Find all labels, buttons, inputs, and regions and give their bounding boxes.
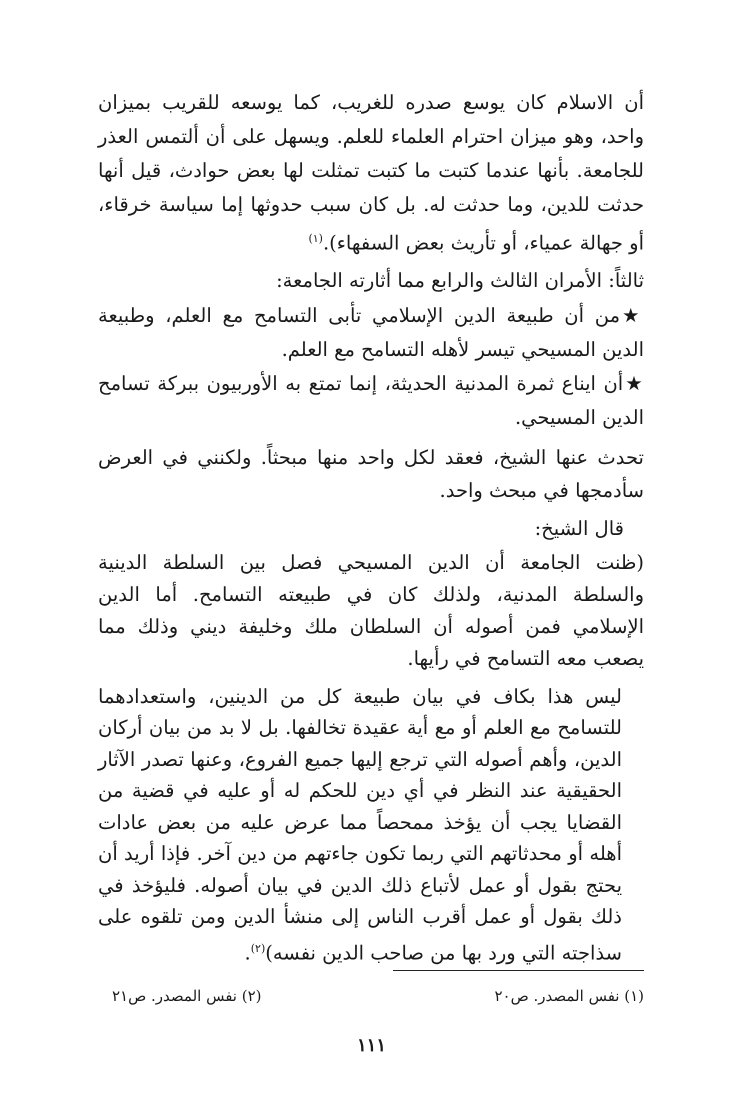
quote-text: أن الاسلام كان يوسع صدره للغريب، كما يوسعه للقريب بميزان واحد، وهو ميزان احترام العلماء للعلم. ويسهل على أن ألتمس العذر للجامعة. بأنها عندما كتبت ما كتبت تمثلت لها بعض حوادث، قيل أنها حدثت للدين، وما حدثت له. بل كان سبب حدوثها إما سياسة خرقاء، أو جهالة عمياء، أو تأريث بعض السفهاء). (98, 91, 644, 255)
footnote-ref-2: (٢) (250, 941, 266, 955)
footnote-1: (١) نفس المصدر. ص٢٠ (494, 987, 644, 1005)
star-icon: ★ (622, 303, 645, 327)
bullet-item-1 (98, 299, 644, 367)
paragraph-text: ليس هذا بكاف في بيان طبيعة كل من الدينين، واستعدادهما للتسامح مع العلم أو مع أية عقيدة تخالفها. بل لا بد من بيان أركان الدين، وأهم أصوله التي ترجع إليها جميع الفروع، وعنها تصدر الآثار الحقيقية عند النظر في أي دين للحكم له أو عليه في قضية من القضايا يجب أن يؤخذ ممحصاً مما عرض عليه من بعض عادات أهله أو محدثاتهم التي ربما تكون جاءتهم من دين آخر. فإذا أريد أن يحتج بقول أو عمل لأتباع ذلك الدين في بيان أصوله. فليؤخذ في ذلك بقول أو عمل أقرب الناس إلى منشأ الدين ومن تلقوه على سذاجته التي ورد بها من صاحب الدين نفسه) (98, 684, 622, 964)
page-body (98, 86, 644, 969)
bullet-text-1: من أن طبيعة الدين الإسلامي تأبى التسامح مع العلم، وطبيعة الدين المسيحي تيسر لأهله التسامح مع العلم. (98, 303, 644, 361)
sheikh-quote: (ظنت الجامعة أن الدين المسيحي فصل بين السلطة الدينية والسلطة المدنية، ولذلك كان في طبيعته التسامح. أما الدين الإسلامي فمن أصوله أن السلطان ملك وخليفة ديني وذلك مما يصعب معه التسامح في رأيها. (98, 550, 644, 670)
bullet-item-2 (98, 367, 644, 435)
footnote-ref-1: (١) (308, 232, 323, 245)
footnotes (98, 982, 644, 1012)
footnote-2: (٢) نفس المصدر. ص٢١ (112, 987, 262, 1005)
intro-paragraph: تحدث عنها الشيخ، فعقد لكل واحد منها مبحثاً. ولكنني في العرض سأدمجها في مبحث واحد. (98, 445, 644, 502)
sheikh-label: قال الشيخ: (534, 516, 624, 540)
body-paragraph (98, 681, 644, 969)
quote-continuation (98, 86, 644, 261)
section-heading: ثالثاً: الأمران الثالث والرابع مما أثارته الجامعة: (276, 268, 644, 292)
bullet-text-2: أن ايناع ثمرة المدنية الحديثة، إنما تمتع به الأوربيون ببركة تسامح الدين المسيحي. (98, 371, 644, 429)
star-icon: ★ (625, 371, 645, 395)
footnote-divider (393, 970, 644, 971)
paragraph-end: . (244, 941, 251, 964)
page-number: ١١١ (356, 1035, 386, 1056)
